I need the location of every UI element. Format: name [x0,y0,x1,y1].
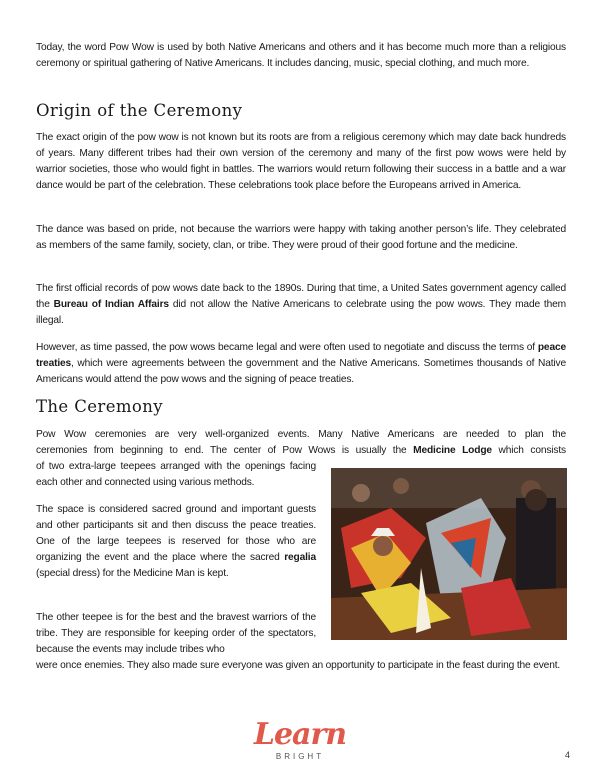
ceremony-paragraph-3: The other teepee is for the best and the bravest warriors of the tribe. They are responsible for keeping order of the spectators, because the events may include tribes who [36,612,316,656]
pow-wow-dancers-photo [331,468,567,640]
ceremony-paragraph-3-cont: were once enemies. They also made sure everyone was given an opportunity to participate in the feast during the event. [36,660,561,671]
page-number: 4 [565,750,571,760]
ceremony-heading: The Ceremony [36,397,164,416]
origin-paragraph-3 [36,281,566,329]
text-line [36,443,566,459]
text-run: The space is considered sacred ground and important guests and other participants sit and then discuss the peace treaties. One of the large teepees is reserved for those who are organizing the event and the place where the sacred [36,504,316,564]
origin-paragraph-2: The dance was based on pride, not because the warriors were happy with taking another person’s life. They celebrated as members of the same family, society, clan, or tribe. They were proud of their good fortune and the medicine. [36,224,566,252]
origin-paragraph-1: The exact origin of the pow wow is not known but its roots are from a religious ceremony which may date back hundreds of years. Many different tribes had their own version of the ceremony and many of the first pow wows were held by warrior societies, those who would fight in battles. The warriors would return following their success in a battle and a war dance would be part of the celebration. These celebrations took place before the Europeans arrived in America. [36,132,566,192]
origin-heading: Origin of the Ceremony [36,101,243,120]
origin-paragraph-4 [36,340,566,388]
text-run: , which were agreements between the government and the Native Americans. Sometimes thousands of Native Americans would attend the pow wows and the signing of peace treaties. [36,358,566,386]
logo-wordmark: Learn [253,717,347,752]
logo-subtitle: BRIGHT [275,752,325,761]
ceremony-paragraph-1-cont: of two extra-large teepees arranged with the openings facing each other and connected using various methods. [36,461,316,489]
bold-term: Bureau of Indian Affairs [53,299,169,311]
bold-term: regalia [284,552,316,564]
text-run: ceremonies from beginning to end. The center of Pow Wows is usually the [36,445,414,457]
intro-paragraph: Today, the word Pow Wow is used by both Native Americans and others and it has become much more than a religious ceremony or spiritual gathering of Native Americans. It includes dancing, music, special clothing, and much more. [36,42,566,70]
learn-bright-logo [0,717,600,761]
text-run: The first official records of pow wows date back to the 1890s. During that time, a United Sates government agency called the [36,283,566,311]
text-run: (special dress) for the Medicine Man is kept. [36,568,229,580]
text-run: did not allow the Native Americans to celebrate using the pow wows. They made them illegal. [36,299,566,327]
bold-term: peace treaties [36,342,566,370]
ceremony-paragraph-1-intro [36,427,566,459]
photo-illustration [331,468,567,640]
text-run: which consists [491,445,566,457]
bold-term: Medicine Lodge [413,445,492,457]
text-run: However, as time passed, the pow wows became legal and were often used to negotiate and discuss the terms of [36,342,538,353]
ceremony-paragraph-2 [36,502,316,582]
text-line: Pow Wow ceremonies are very well-organized events. Many Native Americans are needed to plan the [36,429,566,440]
